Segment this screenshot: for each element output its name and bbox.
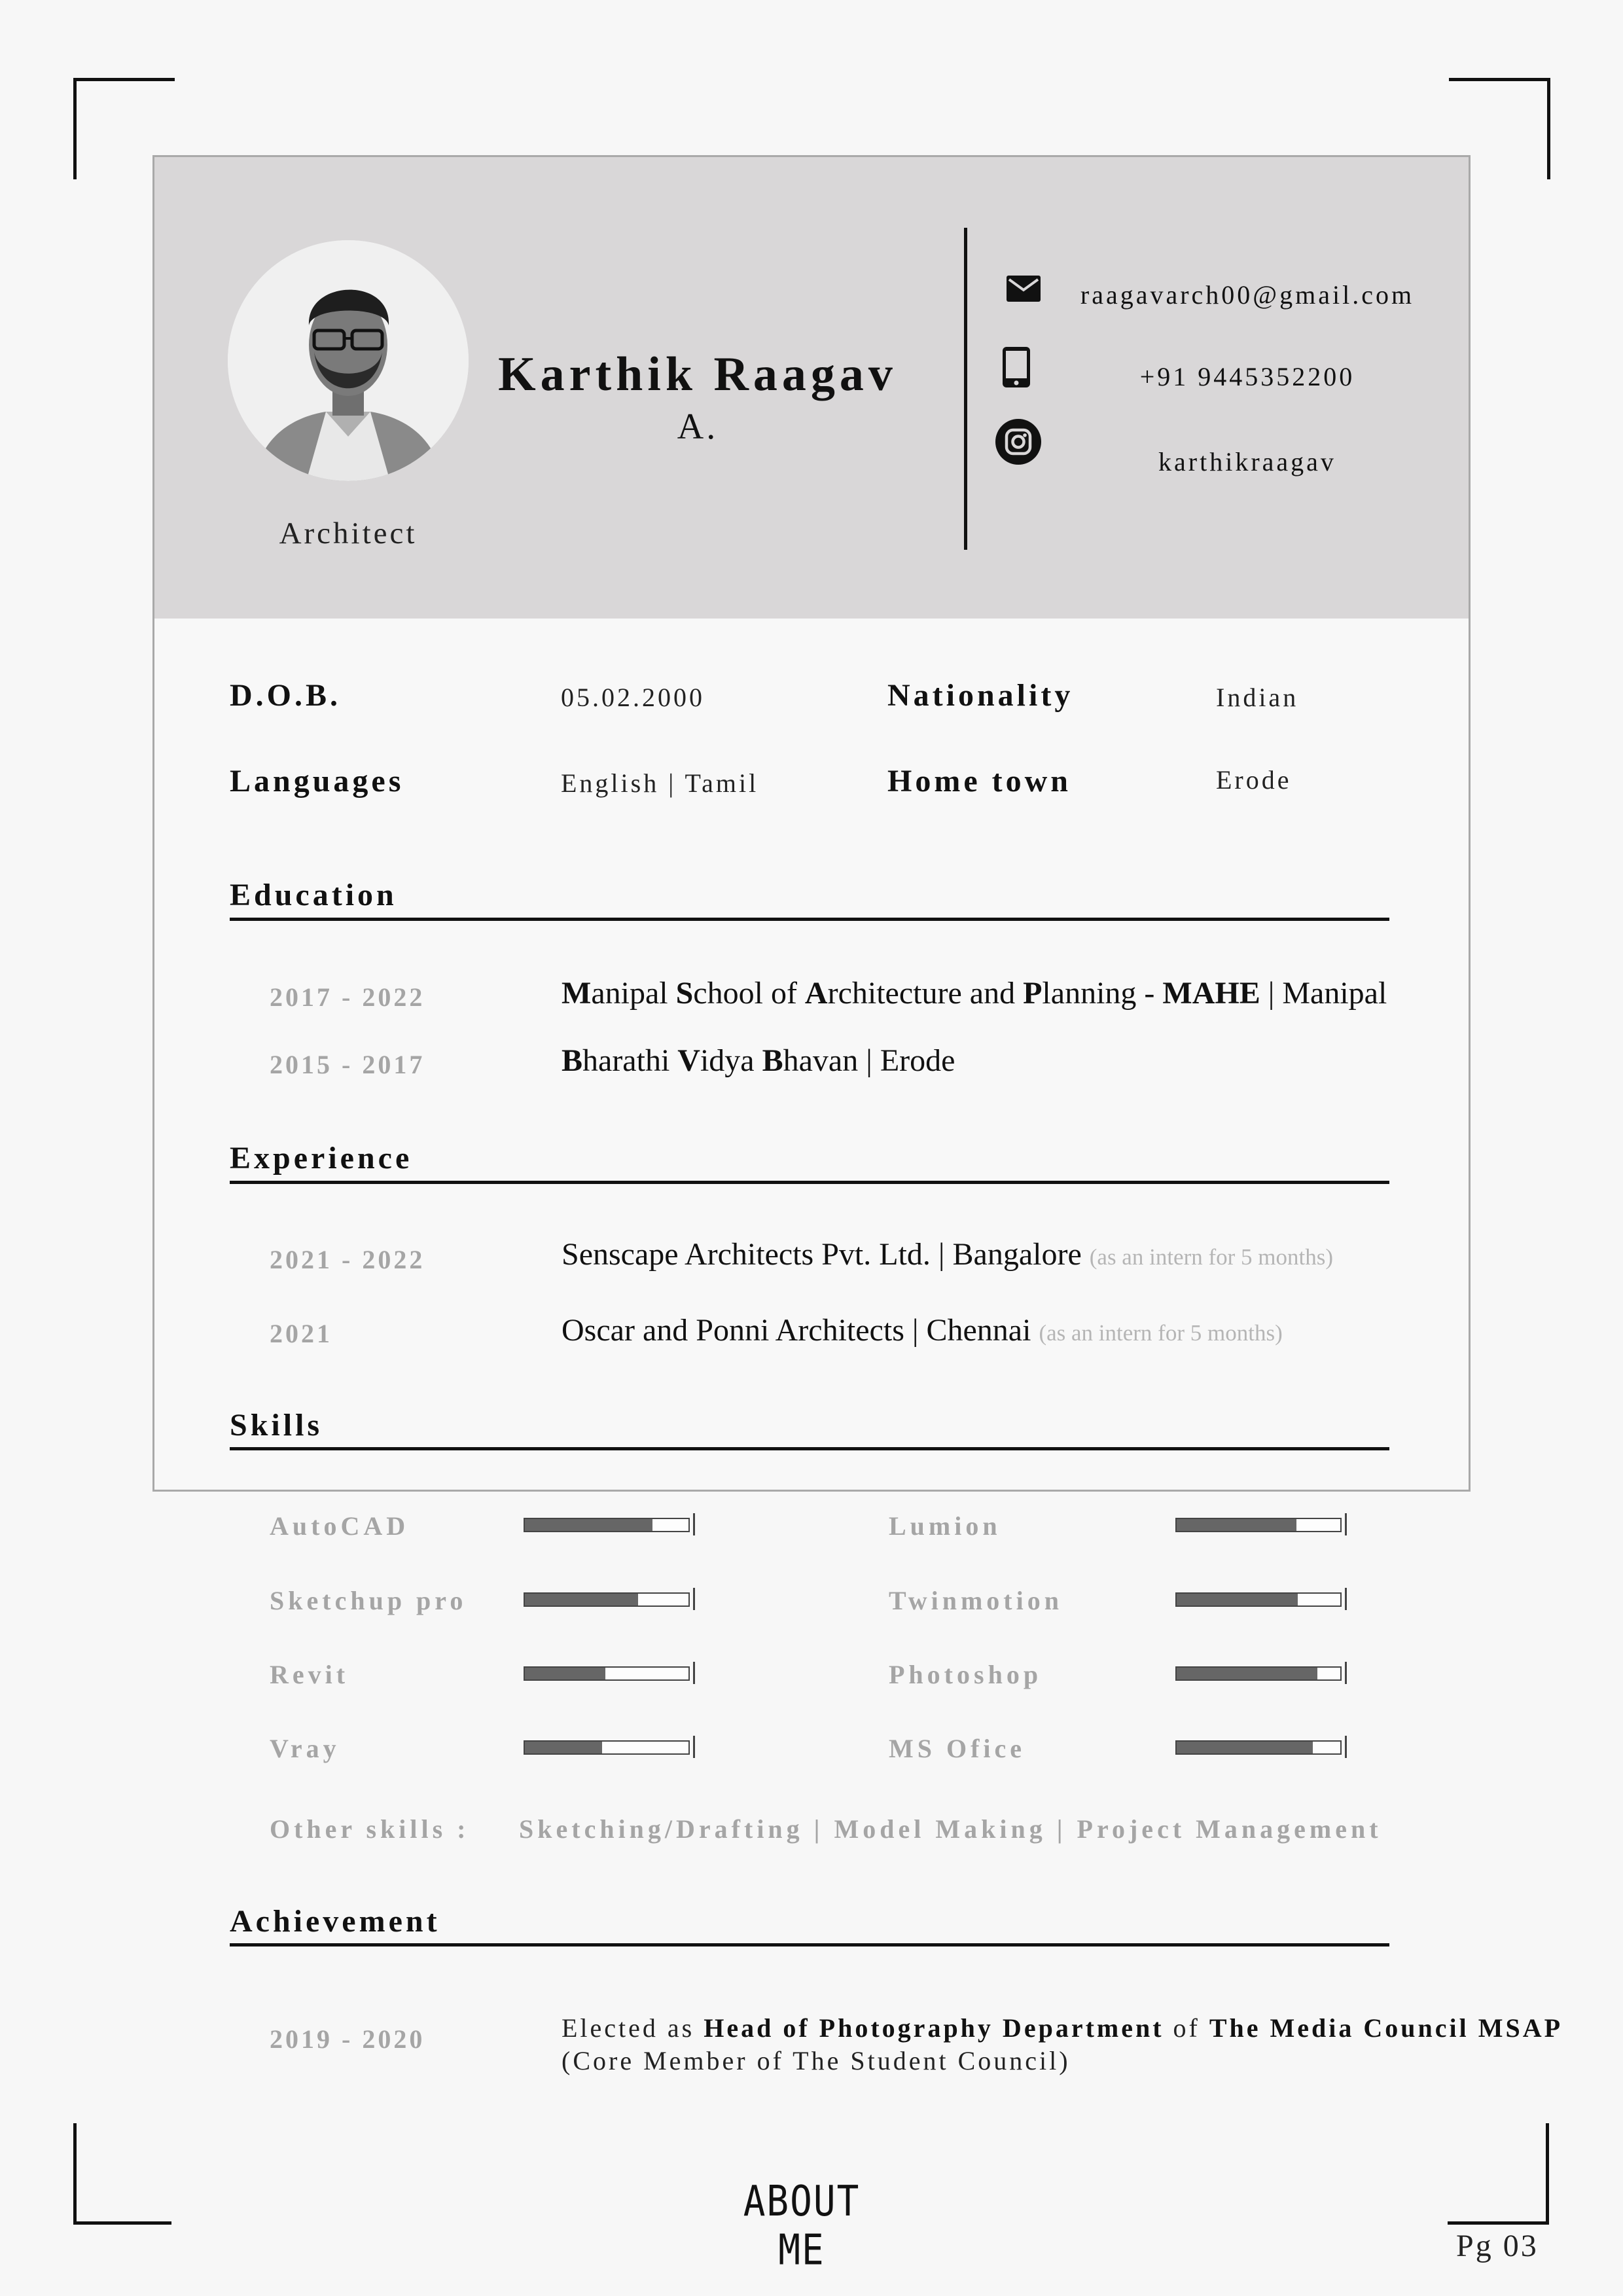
achievement-text-part: (Core Member of The Student Council) — [562, 2046, 1071, 2075]
education-years: 2015 - 2017 — [270, 1050, 425, 1079]
education-entry: Manipal School of Architecture and Planning - MAHE | Manipal — [562, 976, 1387, 1011]
achievement-text-part: of — [1164, 2013, 1209, 2043]
skill-bar-end-tick — [693, 1736, 695, 1758]
education-title: Education — [230, 878, 397, 912]
skill-bar-end-tick — [1345, 1662, 1347, 1684]
header-divider — [964, 228, 967, 550]
education-rule — [230, 918, 1389, 921]
phone-icon — [1003, 347, 1030, 387]
experience-text: Oscar and Ponni Architects | Chennai — [562, 1313, 1031, 1348]
other-skills-label: Other skills : — [270, 1814, 470, 1844]
dob-label: D.O.B. — [230, 678, 342, 713]
skill-level-bar — [1175, 1592, 1342, 1607]
footer-label: ABOUT ME — [743, 2177, 861, 2275]
achievement-organization: The Media Council MSAP — [1209, 2013, 1563, 2043]
profile-header — [154, 157, 1469, 619]
experience-years: 2021 - 2022 — [270, 1245, 425, 1274]
nationality-label: Nationality — [887, 678, 1074, 713]
skill-level-fill — [1177, 1668, 1317, 1679]
experience-note: (as an intern for 5 months) — [1089, 1244, 1334, 1270]
hometown-value: Erode — [1216, 765, 1292, 795]
experience-note: (as an intern for 5 months) — [1039, 1320, 1283, 1346]
skill-level-fill — [1177, 1742, 1313, 1753]
skills-rule — [230, 1447, 1389, 1450]
skill-level-bar — [1175, 1518, 1342, 1532]
skill-level-bar — [524, 1592, 690, 1607]
skill-name: Revit — [270, 1660, 349, 1689]
experience-entry — [562, 1236, 1333, 1272]
skill-name: Photoshop — [889, 1660, 1043, 1689]
skill-bar-end-tick — [1345, 1513, 1347, 1535]
dob-value: 05.02.2000 — [561, 683, 705, 712]
skill-level-bar — [524, 1666, 690, 1681]
skill-level-bar — [1175, 1740, 1342, 1755]
skill-name: AutoCAD — [270, 1511, 410, 1541]
achievement-rule — [230, 1943, 1389, 1946]
email-link[interactable]: raagavarch00@gmail.com — [1080, 280, 1415, 310]
profile-photo — [228, 240, 469, 481]
skill-bar-end-tick — [1345, 1588, 1347, 1610]
experience-title: Experience — [230, 1141, 413, 1175]
skill-level-fill — [525, 1594, 638, 1605]
name-initial: A. — [677, 406, 719, 447]
instagram-icon — [995, 419, 1041, 465]
skill-bar-end-tick — [1345, 1736, 1347, 1758]
skill-level-fill — [1177, 1594, 1298, 1605]
resume-card — [152, 155, 1471, 1492]
experience-rule — [230, 1181, 1389, 1184]
mail-icon — [1007, 276, 1041, 302]
page-number: Pg 03 — [1456, 2229, 1539, 2263]
skill-name: Vray — [270, 1734, 340, 1763]
skill-name: Lumion — [889, 1511, 1001, 1541]
skill-level-fill — [525, 1519, 652, 1531]
corner-mark-bottom-left — [73, 2123, 171, 2225]
achievement-years: 2019 - 2020 — [270, 2024, 425, 2054]
experience-text: Senscape Architects Pvt. Ltd. | Bangalore — [562, 1237, 1082, 1272]
job-role: Architect — [279, 516, 418, 550]
avatar — [228, 240, 469, 481]
skill-name: Sketchup pro — [270, 1586, 467, 1615]
achievement-text — [562, 2012, 1569, 2077]
skill-bar-end-tick — [693, 1588, 695, 1610]
instagram-handle[interactable]: karthikraagav — [1158, 447, 1336, 476]
skill-name: Twinmotion — [889, 1586, 1063, 1615]
achievement-title: Achievement — [230, 1904, 440, 1939]
skill-level-fill — [525, 1742, 602, 1753]
education-entry: Bharathi Vidya Bhavan | Erode — [562, 1043, 955, 1078]
skill-level-bar — [1175, 1666, 1342, 1681]
skill-level-bar — [524, 1740, 690, 1755]
skill-level-bar — [524, 1518, 690, 1532]
skill-name: MS Ofice — [889, 1734, 1026, 1763]
education-years: 2017 - 2022 — [270, 982, 425, 1012]
skill-bar-end-tick — [693, 1513, 695, 1535]
experience-years: 2021 — [270, 1319, 332, 1348]
experience-entry — [562, 1312, 1283, 1348]
skill-level-fill — [525, 1668, 605, 1679]
nationality-value: Indian — [1216, 683, 1299, 712]
achievement-text-part: Elected as — [562, 2013, 704, 2043]
other-skills-value: Sketching/Drafting | Model Making | Project Management — [519, 1814, 1382, 1844]
skills-title: Skills — [230, 1408, 323, 1443]
hometown-label: Home town — [887, 764, 1071, 798]
languages-label: Languages — [230, 764, 404, 798]
full-name: Karthik Raagav — [498, 348, 897, 401]
skill-level-fill — [1177, 1519, 1296, 1531]
languages-value: English | Tamil — [561, 768, 759, 798]
achievement-role: Head of Photography Department — [704, 2013, 1164, 2043]
corner-mark-bottom-right — [1448, 2123, 1549, 2225]
skill-bar-end-tick — [693, 1662, 695, 1684]
phone-number[interactable]: +91 9445352200 — [1139, 362, 1355, 391]
